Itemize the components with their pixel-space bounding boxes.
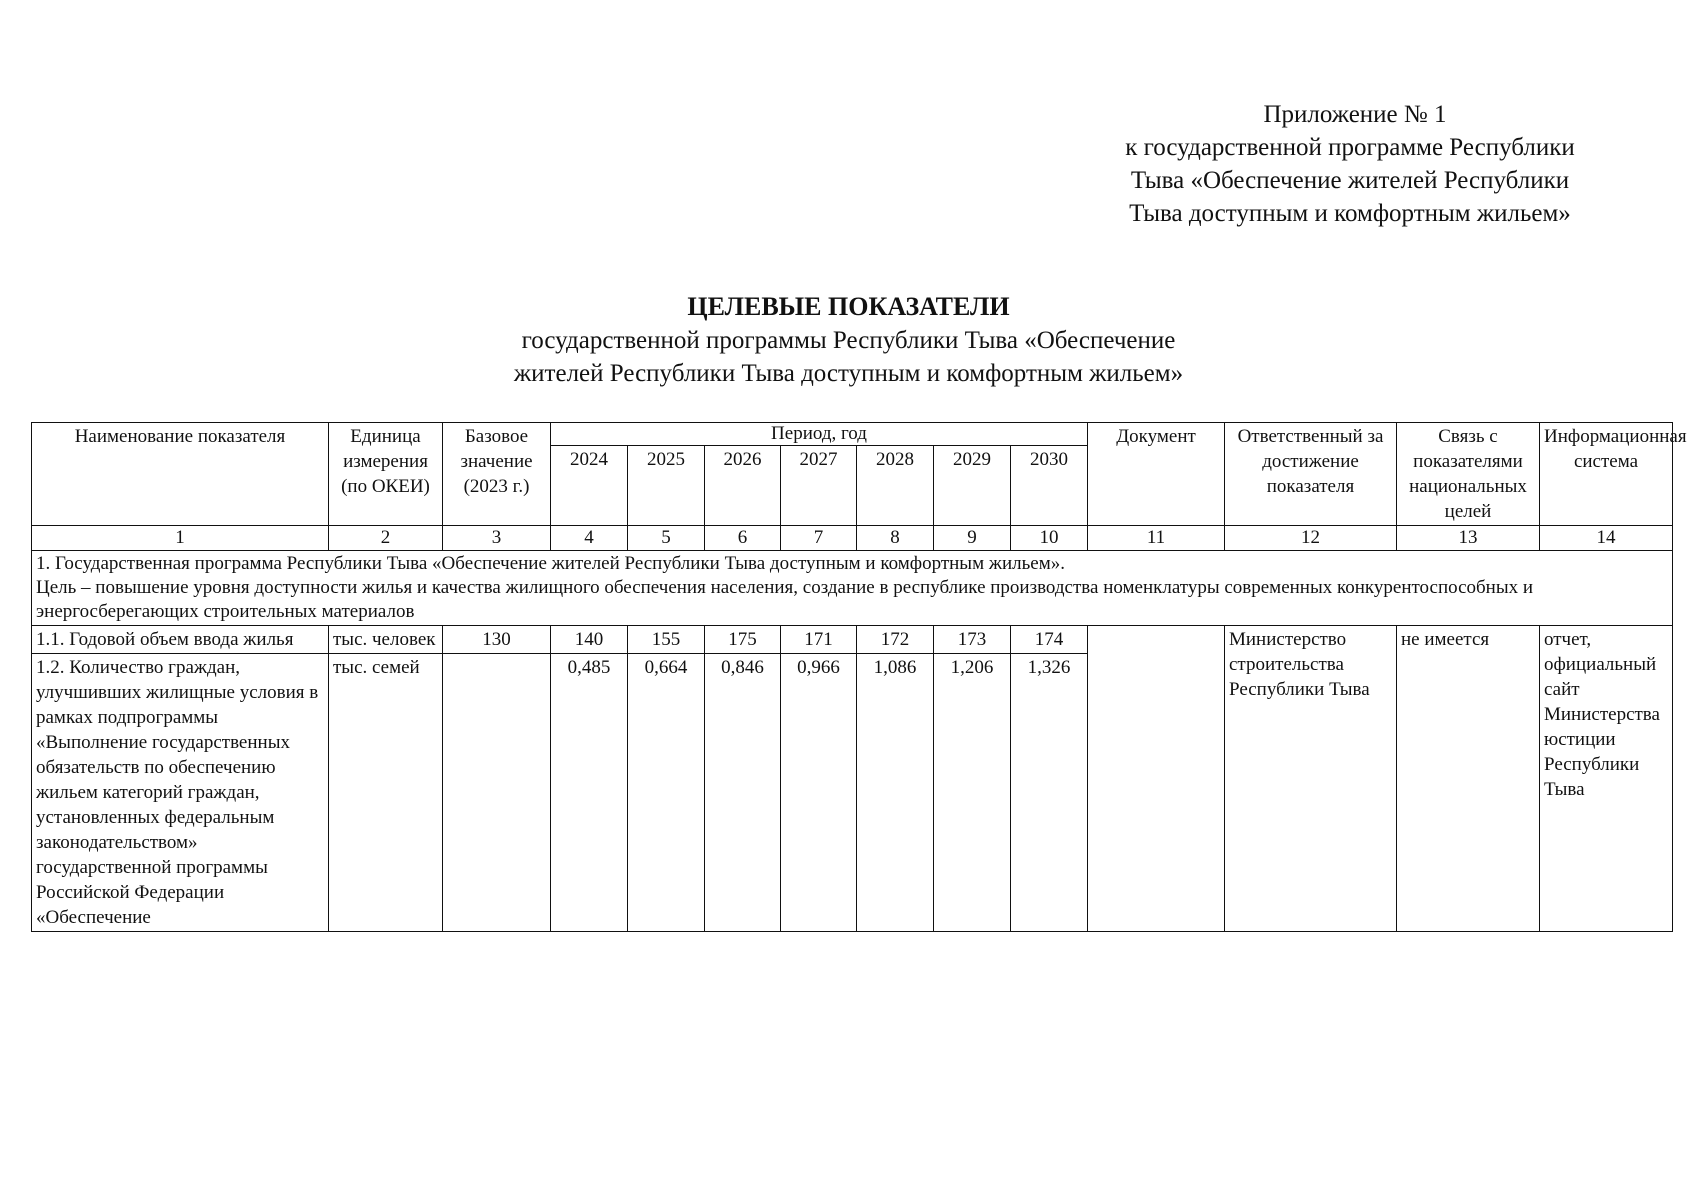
header-row xyxy=(32,423,1673,446)
indicator-base: 130 xyxy=(443,626,551,654)
column-number: 2 xyxy=(329,526,443,551)
column-number: 14 xyxy=(1540,526,1673,551)
indicators-table xyxy=(31,422,1687,932)
indicator-value: 0,966 xyxy=(781,654,857,932)
header-unit: Единица измерения (по ОКЕИ) xyxy=(329,423,443,526)
header-period: Период, год xyxy=(551,423,1088,446)
indicator-link: не имеется xyxy=(1397,626,1540,932)
header-year: 2024 xyxy=(551,446,628,526)
header-year: 2025 xyxy=(628,446,705,526)
document-title xyxy=(0,290,1697,390)
column-number: 5 xyxy=(628,526,705,551)
header-link: Связь с показателями национальных целей xyxy=(1397,423,1540,526)
header-info: Информационная система xyxy=(1540,423,1673,526)
indicator-info: отчет, официальный сайт Министерства юстиции Республики Тыва xyxy=(1540,626,1673,932)
section-heading xyxy=(32,551,1673,626)
indicator-responsible: Министерство строительства Республики Тыва xyxy=(1225,626,1397,932)
appendix-line: Тыва доступным и комфортным жильем» xyxy=(1129,200,1571,227)
indicator-value: 0,664 xyxy=(628,654,705,932)
column-number: 8 xyxy=(857,526,934,551)
indicator-value: 173 xyxy=(934,626,1011,654)
indicator-value: 174 xyxy=(1011,626,1088,654)
header-year: 2028 xyxy=(857,446,934,526)
column-number: 3 xyxy=(443,526,551,551)
header-year: 2027 xyxy=(781,446,857,526)
indicator-value: 140 xyxy=(551,626,628,654)
column-number: 12 xyxy=(1225,526,1397,551)
header-document: Документ xyxy=(1088,423,1225,526)
header-responsible: Ответственный за достижение показателя xyxy=(1225,423,1397,526)
appendix-line: к государственной программе Республики xyxy=(1125,134,1575,161)
column-number: 11 xyxy=(1088,526,1225,551)
header-year: 2029 xyxy=(934,446,1011,526)
indicator-value: 0,846 xyxy=(705,654,781,932)
indicator-name: 1.2. Количество граждан, улучшивших жилищные условия в рамках подпрограммы «Выполнение государственных обязательств по обеспечению жильем категорий граждан, установленных федеральным законодательством» государственной программы Российской Федерации «Обеспечение xyxy=(32,654,329,932)
indicator-value: 155 xyxy=(628,626,705,654)
indicator-value: 1,086 xyxy=(857,654,934,932)
indicator-document xyxy=(1088,626,1225,932)
table-row xyxy=(32,626,1673,654)
appendix-line: Приложение № 1 xyxy=(1263,101,1447,128)
appendix-line: Тыва «Обеспечение жителей Республики xyxy=(1130,167,1570,194)
header-base: Базовое значение (2023 г.) xyxy=(443,423,551,526)
appendix-note xyxy=(1050,98,1650,230)
title-main: ЦЕЛЕВЫЕ ПОКАЗАТЕЛИ xyxy=(687,292,1010,321)
indicator-value: 171 xyxy=(781,626,857,654)
header-year: 2026 xyxy=(705,446,781,526)
title-sub-2: жителей Республики Тыва доступным и комфортным жильем» xyxy=(513,360,1184,387)
header-name: Наименование показателя xyxy=(32,423,329,526)
header-year: 2030 xyxy=(1011,446,1088,526)
indicator-value: 172 xyxy=(857,626,934,654)
indicator-value: 1,206 xyxy=(934,654,1011,932)
section-row xyxy=(32,551,1673,626)
column-number: 6 xyxy=(705,526,781,551)
indicator-value: 0,485 xyxy=(551,654,628,932)
column-number-row xyxy=(32,526,1673,551)
section-program-title: 1. Государственная программа Республики Тыва «Обеспечение жителей Республики Тыва доступным и комфортным жильем». xyxy=(36,553,1065,574)
column-number: 4 xyxy=(551,526,628,551)
indicator-name: 1.1. Годовой объем ввода жилья xyxy=(32,626,329,654)
column-number: 7 xyxy=(781,526,857,551)
column-number: 9 xyxy=(934,526,1011,551)
indicator-unit: тыс. человек xyxy=(329,626,443,654)
column-number: 10 xyxy=(1011,526,1088,551)
column-number: 1 xyxy=(32,526,329,551)
title-sub-1: государственной программы Республики Тыва «Обеспечение xyxy=(521,327,1176,354)
indicator-unit: тыс. семей xyxy=(329,654,443,932)
indicator-value: 175 xyxy=(705,626,781,654)
section-goal: Цель – повышение уровня доступности жилья и качества жилищного обеспечения населения, создание в республике производства номенклатуры современных конкурентоспособных и энергосберегающих строительных материалов xyxy=(36,577,1534,622)
indicator-base xyxy=(443,654,551,932)
indicator-value: 1,326 xyxy=(1011,654,1088,932)
column-number: 13 xyxy=(1397,526,1540,551)
